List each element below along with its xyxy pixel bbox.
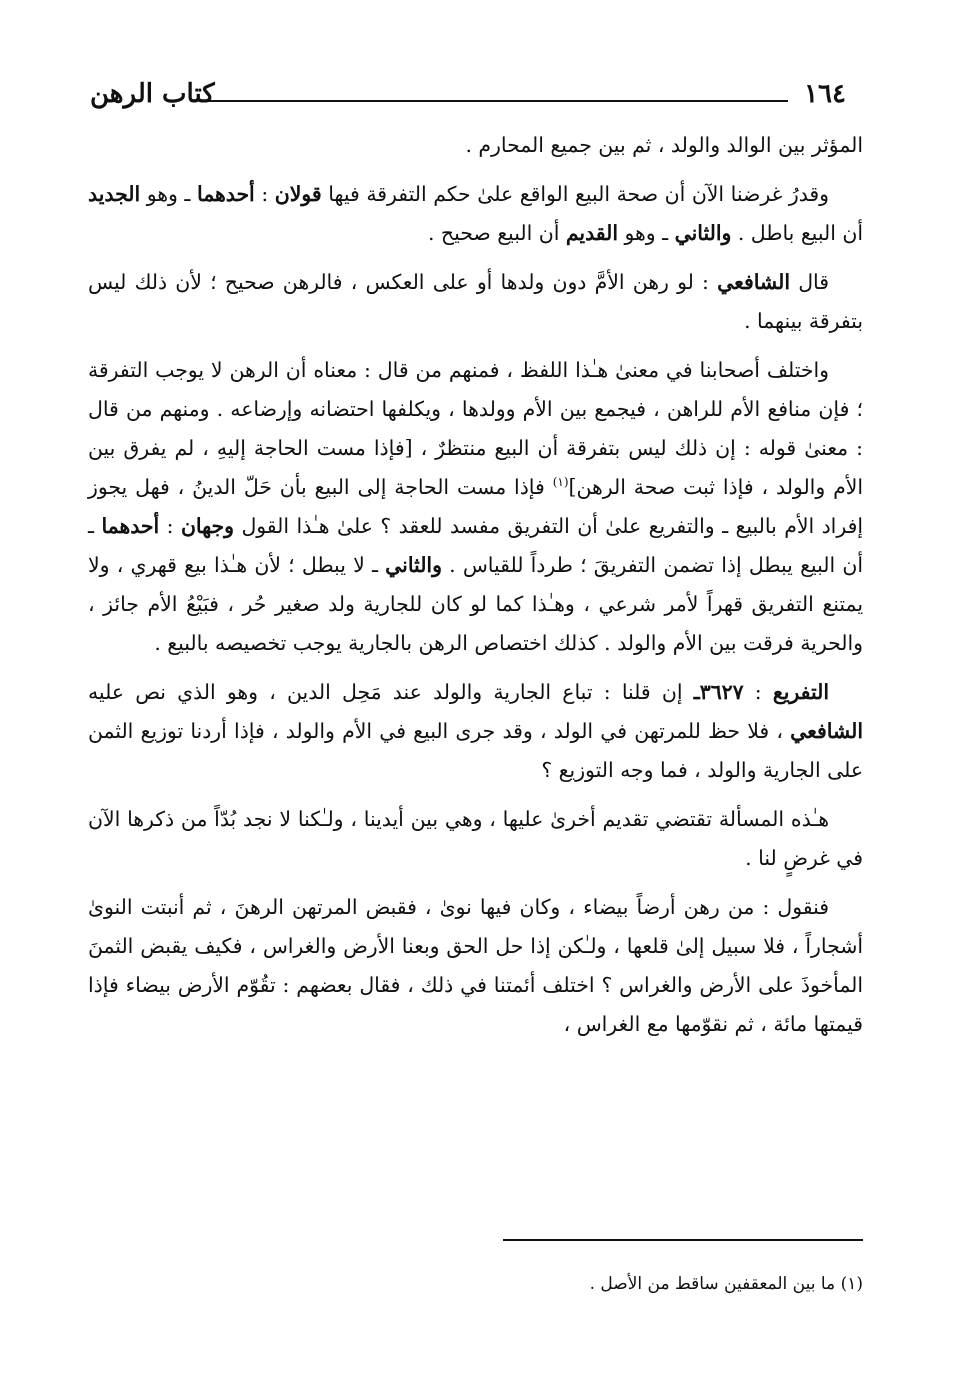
- text-run: وقدرُ غرضنا الآن أن صحة البيع الواقع علىٰ حكم التفرقة فيها: [321, 182, 830, 206]
- text-run: ـ وهو: [140, 182, 197, 206]
- bold-run: قولان: [274, 182, 322, 206]
- paragraph-3: [88, 263, 863, 341]
- paragraph-2: [88, 175, 863, 253]
- paragraph-7: [88, 888, 863, 1044]
- text-run: إن قلنا : تباع الجارية والولد عند مَحِل الدين ، وهو الذي نص عليه: [88, 680, 694, 704]
- text-run: قال: [790, 270, 829, 294]
- footnote-text: ما بين المعقفين ساقط من الأصل .: [589, 1274, 836, 1294]
- footnote-marker: (١): [840, 1274, 863, 1294]
- paragraph-1-text: المؤثر بين الوالد والولد ، ثم بين جميع المحارم .: [465, 133, 863, 157]
- text-run: : لو رهن الأمَّ دون ولدها أو على العكس ، فالرهن صحيح ؛ لأن ذلك ليس بتفرقة بينهما .: [88, 270, 863, 333]
- paragraph-6-text: هـٰذه المسألة تقتضي تقديم أخرىٰ عليها ، وهي بين أيدينا ، ولـٰكنا لا نجد بُدّاً من ذكرها الآن في غرضٍ لنا .: [88, 807, 863, 870]
- text-run: أن البيع باطل .: [731, 221, 863, 245]
- text-run: :: [743, 680, 773, 704]
- bold-run: والثاني: [674, 221, 732, 245]
- paragraph-1: [88, 126, 863, 165]
- book-title: كتاب الرهن: [90, 79, 215, 109]
- text-run: فإذا مست الحاجة إلى البيع بأن حَلّ الدينُ ، فهل يجوز إفراد الأم بالبيع ـ والتفريع علىٰ أن التفريق مفسد للعقد ؟ علىٰ هـٰذا القول: [88, 475, 863, 538]
- issue-number: ٣٦٢٧ـ: [693, 680, 744, 704]
- paragraph-4: [88, 351, 863, 663]
- bold-run: وجهان: [180, 514, 234, 538]
- footnote-rule: [503, 1239, 863, 1241]
- text-run: ـ أن البيع يبطل إذا تضمن التفريقَ ؛ طرداً للقياس .: [88, 514, 863, 577]
- paragraph-6: [88, 800, 863, 878]
- footnote: [88, 1270, 863, 1298]
- bold-run: الجديد: [88, 182, 141, 206]
- body-text: [88, 126, 863, 1054]
- bold-run: أحدهما: [197, 182, 255, 206]
- page-header: [90, 74, 846, 114]
- text-run: ـ لا يبطل ؛ لأن هـٰذا بيع قهري ، ولا يمتنع التفريق قهراً لأمر شرعي ، وهـٰذا كما لو كان للجارية ولد صغير حُر ، فبَيْعُ الأم جائز ، والحرية فرقت بين الأم والولد . كذلك اختصاص الرهن بالجارية يوجب تخصيصه بالبيع .: [88, 553, 863, 655]
- paragraph-5: [88, 673, 863, 790]
- text-run: ، فلا حظ للمرتهن في الولد ، وقد جرى البيع في الأم والولد ، فإذا أردنا توزيع الثمن على الجارية والولد ، فما وجه التوزيع ؟: [88, 719, 863, 782]
- bold-run: والثاني: [385, 553, 442, 577]
- footnote-reference: (١): [552, 475, 569, 490]
- text-run: ـ وهو: [618, 221, 675, 245]
- page-number: ١٦٤: [804, 79, 846, 109]
- bold-run: أحدهما: [101, 514, 160, 538]
- bold-run: الشافعي: [790, 719, 863, 743]
- paragraph-7-text: فنقول : من رهن أرضاً بيضاء ، وكان فيها نوىٰ ، فقبض المرتهن الرهنَ ، ثم أنبتت النوىٰ أشجاراً ، فلا سبيل إلىٰ قلعها ، ولـٰكن إذا حل الحق وبعنا الأرض والغراس ، فكيف يقبض الثمنَ المأخوذَ على الأرض والغراس ؟ اختلف أئمتنا في ذلك ، فقال بعضهم : تقُوّم الأرض بيضاء فإذا قيمتها مائة ، ثم نقوّمها مع الغراس ،: [88, 895, 863, 1036]
- bold-run: التفريع: [772, 680, 829, 704]
- header-rule: [208, 100, 788, 102]
- text-run: أن البيع صحيح .: [427, 221, 566, 245]
- text-run: :: [159, 514, 181, 538]
- bold-run: القديم: [565, 221, 619, 245]
- text-run: :: [254, 182, 275, 206]
- bold-run: الشافعي: [717, 270, 790, 294]
- text-run: واختلف أصحابنا في معنىٰ هـٰذا اللفظ ، فمنهم من قال : معناه أن الرهن لا يوجب التفرقة ؛ فإن منافع الأم للراهن ، فيجمع بين الأم وولدها ، ويكلفها احتضانه وإرضاعه . ومنهم من قال : معنىٰ قوله : إن ذلك ليس بتفرقة أن البيع منتظرٌ ، [فإذا مست الحاجة إليهِ ، لم يفرق بين الأم والولد ، فإذا ثبت صحة الرهن]: [88, 358, 864, 499]
